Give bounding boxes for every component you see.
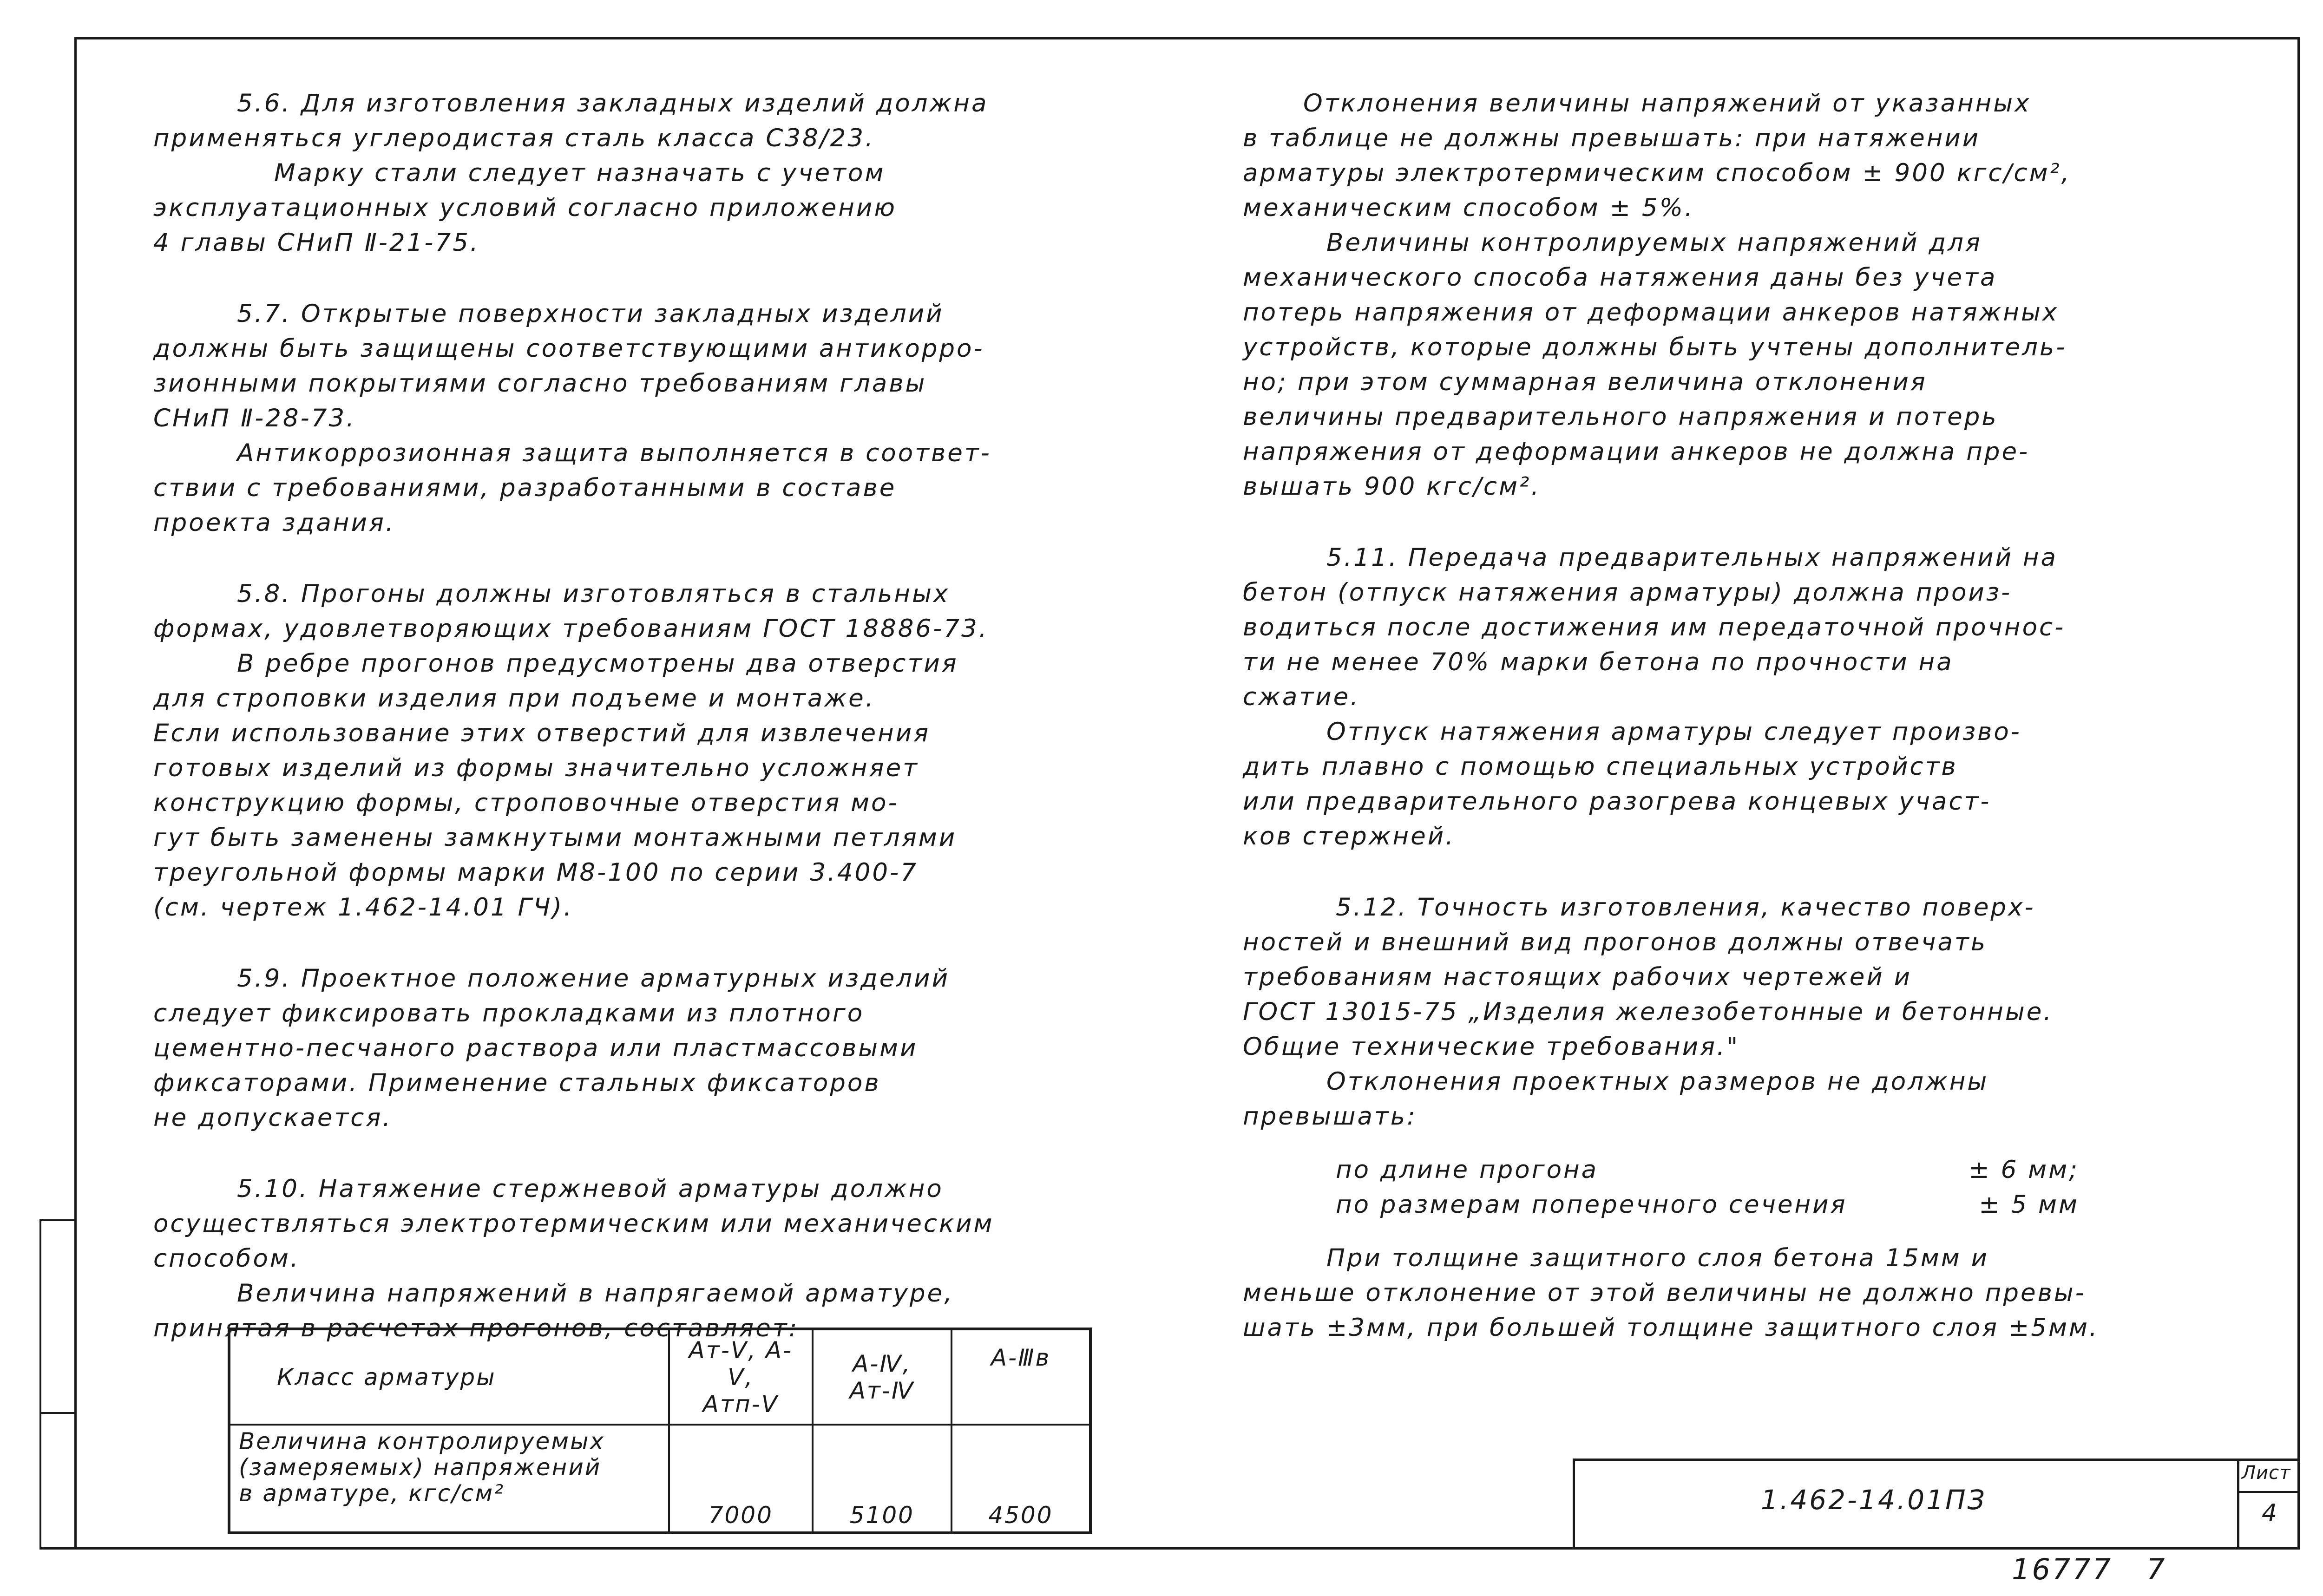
text-line: эксплуатационных условий согласно приложению — [153, 194, 897, 222]
tolerance-value: ± 6 мм; — [1969, 1156, 2079, 1184]
section-5-6 — [153, 86, 994, 260]
text-line: Величины контролируемых напряжений для — [1326, 229, 1982, 257]
text-line: ГОСТ 13015-75 „Изделия железобетонные и бетонные. — [1243, 998, 2054, 1026]
table-row-label — [229, 1425, 669, 1533]
text-line: требованиям настоящих рабочих чертежей и — [1243, 963, 1912, 991]
section-5-11 — [1243, 540, 2099, 854]
margin-strip-line-1 — [39, 1219, 77, 1221]
table-row-label-line-2: (замеряемых) напряжений — [239, 1454, 602, 1481]
text-line: шать ±3мм, при большей толщине защитного слоя ±5мм. — [1243, 1314, 2099, 1342]
table-header-col-1-line-2: Атп-Ⅴ — [702, 1390, 779, 1418]
table-row-label-line-1: Величина контролируемых — [239, 1428, 605, 1455]
text-line: потерь напряжения от деформации анкеров натяжных — [1243, 298, 2059, 327]
text-line: но; при этом суммарная величина отклонения — [1243, 368, 1927, 396]
text-line: для строповки изделия при подъеме и монтаже. — [153, 684, 875, 713]
text-line: устройств, которые должны быть учтены дополнитель- — [1243, 333, 2067, 361]
text-line: (см. чертеж 1.462-14.01 ГЧ). — [153, 893, 573, 922]
text-line: В ребре прогонов предусмотрены два отверстия — [237, 649, 958, 678]
frame-bottom — [39, 1547, 2300, 1550]
text-line: применяться углеродистая сталь класса С38/23. — [153, 124, 875, 152]
table-header-col-2 — [813, 1329, 952, 1425]
text-line: механическим способом ± 5%. — [1243, 194, 1694, 222]
text-line: СНиП Ⅱ-28-73. — [153, 404, 356, 432]
text-line: бетон (отпуск натяжения арматуры) должна произ- — [1243, 578, 2012, 607]
tolerance-row-section — [1336, 1187, 2079, 1222]
text-line: способом. — [153, 1244, 300, 1273]
text-line: меньше отклонение от этой величины не должно превы- — [1243, 1279, 2086, 1307]
table-header-col-1 — [669, 1329, 813, 1425]
text-line: Отклонения величины напряжений от указанных — [1303, 89, 2031, 118]
inventory-number: 16777 — [2012, 1552, 2113, 1586]
text-line: 5.11. Передача предварительных напряжений на — [1326, 543, 2058, 572]
text-line: 5.10. Натяжение стержневой арматуры должно — [237, 1175, 944, 1203]
section-5-8 — [153, 576, 994, 925]
text-line: фиксаторами. Применение стальных фиксаторов — [153, 1069, 881, 1097]
stamp-sheet-divider — [2237, 1491, 2300, 1493]
text-line: водиться после достижения им передаточной прочнос- — [1243, 613, 2066, 641]
right-column — [1243, 86, 2099, 1345]
text-line: ностей и внешний вид прогонов должны отвечать — [1243, 928, 1988, 956]
stamp-top — [1573, 1459, 2300, 1461]
text-line: принятая в расчетах прогонов, составляет: — [153, 1314, 799, 1342]
section-5-7 — [153, 296, 994, 540]
tolerance-list — [1243, 1152, 2099, 1222]
frame-right — [2297, 37, 2300, 1549]
text-line: арматуры электротермическим способом ± 900 кгс/см², — [1243, 159, 2071, 187]
table-cell-value-2: 5100 — [813, 1425, 952, 1533]
margin-strip-line-2 — [39, 1412, 77, 1414]
section-5-12 — [1243, 890, 2099, 1134]
text-line: должны быть защищены соответствующими антикорро- — [153, 334, 984, 363]
section-deviations — [1243, 86, 2099, 504]
text-line: Величина напряжений в напрягаемой арматуре, — [237, 1279, 954, 1308]
text-line: в таблице не должны превышать: при натяжении — [1243, 124, 1981, 152]
text-line: 5.8. Прогоны должны изготовляться в стальных — [237, 580, 950, 608]
table-header-class: Класс арматуры — [229, 1329, 669, 1425]
table-header-col-1-line-1: Ат-Ⅴ, А-Ⅴ, — [689, 1336, 793, 1391]
text-line: Общие технические требования." — [1243, 1033, 1740, 1061]
table-header-col-2-line-2: Ат-Ⅳ — [849, 1377, 915, 1404]
stress-table — [228, 1328, 1092, 1534]
text-line: механического способа натяжения даны без учета — [1243, 263, 1997, 292]
stamp-left — [1573, 1459, 1575, 1549]
text-line: 5.9. Проектное положение арматурных изделий — [237, 964, 950, 993]
sheet-label: Лист — [2242, 1462, 2291, 1484]
tolerance-label: по длине прогона — [1336, 1156, 1599, 1184]
margin-strip-left — [39, 1219, 41, 1549]
text-line: гут быть заменены замкнутыми монтажными петлями — [153, 824, 957, 852]
text-line: формах, удовлетворяющих требованиям ГОСТ 18886-73. — [153, 615, 989, 643]
document-code: 1.462-14.01ПЗ — [1761, 1484, 1987, 1516]
page-number: 7 — [2146, 1552, 2167, 1586]
table-row — [229, 1425, 1090, 1533]
text-line: треугольной формы марки М8-100 по серии 3.400-7 — [153, 858, 918, 887]
text-line: проекта здания. — [153, 509, 395, 537]
text-line: дить плавно с помощью специальных устройств — [1243, 752, 1958, 781]
text-line: ствии с требованиями, разработанными в составе — [153, 474, 897, 502]
tolerance-label: по размерам поперечного сечения — [1336, 1190, 1847, 1219]
table-row-label-line-3: в арматуре, кгс/см² — [239, 1480, 505, 1507]
text-line: напряжения от деформации анкеров не должна пре- — [1243, 438, 2030, 466]
table-cell-value-3: 4500 — [952, 1425, 1090, 1533]
sheet-number: 4 — [2262, 1499, 2279, 1527]
text-line: не допускается. — [153, 1104, 393, 1132]
text-line: Отпуск натяжения арматуры следует произво- — [1326, 718, 2021, 746]
table-header-col-2-line-1: А-Ⅳ, — [853, 1350, 912, 1377]
text-line: осуществляться электротермическим или механическим — [153, 1210, 994, 1238]
text-line: вышать 900 кгс/см². — [1243, 472, 1541, 501]
text-line: ков стержней. — [1243, 822, 1456, 850]
table-cell-value-1: 7000 — [669, 1425, 813, 1533]
frame-top — [74, 37, 2300, 39]
text-line: 5.7. Открытые поверхности закладных изделий — [237, 300, 944, 328]
text-line: конструкцию формы, строповочные отверстия мо- — [153, 789, 899, 817]
left-column — [153, 86, 994, 1346]
section-cover-tolerance — [1243, 1241, 2099, 1345]
frame-left — [74, 37, 77, 1549]
text-line: При толщине защитного слоя бетона 15мм и — [1326, 1244, 1989, 1272]
text-line: зионными покрытиями согласно требованиям главы — [153, 369, 927, 398]
table-header-row — [229, 1329, 1090, 1425]
section-5-9 — [153, 961, 994, 1135]
text-line: 4 главы СНиП Ⅱ-21-75. — [153, 229, 480, 257]
text-line: цементно-песчаного раствора или пластмассовыми — [153, 1034, 918, 1062]
text-line: готовых изделий из формы значительно усложняет — [153, 754, 919, 782]
text-line: 5.12. Точность изготовления, качество поверх- — [1336, 893, 2035, 922]
text-line: сжатие. — [1243, 683, 1360, 711]
text-line: Марку стали следует назначать с учетом — [274, 159, 886, 187]
text-line: величины предварительного напряжения и потерь — [1243, 403, 1998, 431]
table-header-col-3: А-Ⅲв — [952, 1329, 1090, 1425]
text-line: следует фиксировать прокладками из плотного — [153, 999, 865, 1027]
text-line: Антикоррозионная защита выполняется в соответ- — [237, 439, 991, 467]
section-5-10 — [153, 1171, 994, 1346]
text-line: ти не менее 70% марки бетона по прочности на — [1243, 648, 1954, 676]
text-line: превышать: — [1243, 1102, 1417, 1131]
stamp-divider — [2237, 1459, 2239, 1549]
tolerance-value: ± 5 мм — [1979, 1190, 2079, 1219]
tolerance-row-length — [1336, 1152, 2079, 1187]
text-line: или предварительного разогрева концевых участ- — [1243, 787, 1991, 816]
text-line: Если использование этих отверстий для извлечения — [153, 719, 931, 747]
text-line: Отклонения проектных размеров не должны — [1326, 1067, 1989, 1096]
text-line: 5.6. Для изготовления закладных изделий должна — [237, 89, 989, 118]
